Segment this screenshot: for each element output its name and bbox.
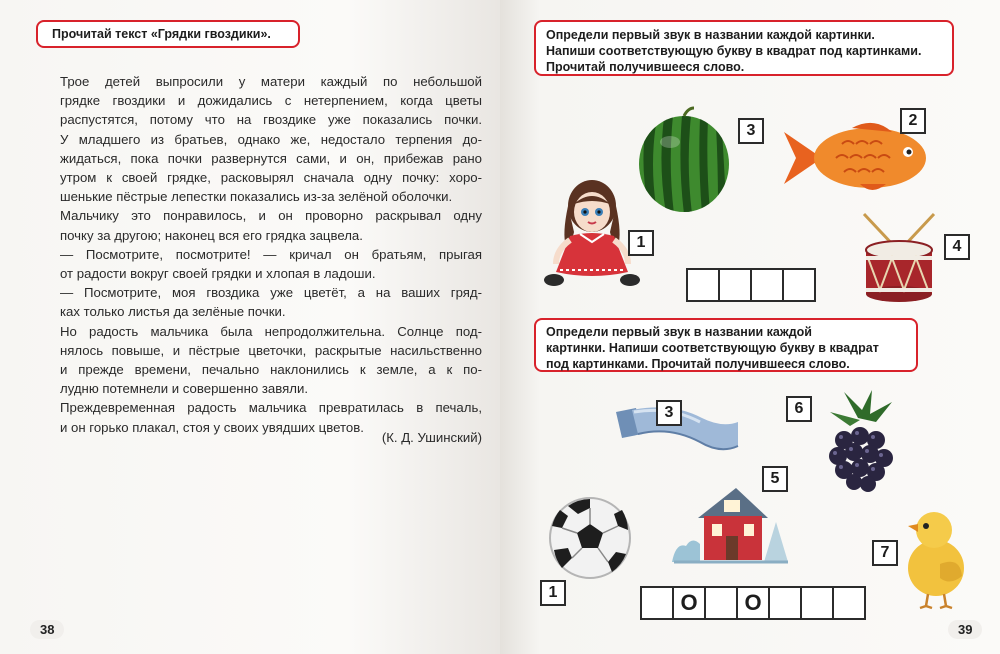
page-number-left: 38 (30, 620, 64, 639)
instruction-box-read (36, 20, 300, 48)
page-number-right: 39 (948, 620, 982, 639)
answer-cell[interactable] (834, 588, 864, 618)
story-line: и прежде времени, печально наклонились к земле, а к по- (60, 362, 482, 378)
answer-cells-task2 (640, 586, 866, 620)
story-line: — Посмотрите, моя гвоздика уже цветёт, а на ваших гряд- (60, 285, 482, 301)
picture-number: 3 (656, 400, 682, 426)
answer-cells-task1 (686, 268, 816, 302)
task1-line: Определи первый звук в названии каждой картинки. (546, 28, 875, 42)
story-line: лудню потемнели и совершенно завяли. (60, 381, 308, 397)
picture-number: 7 (872, 540, 898, 566)
house-icon (664, 484, 794, 564)
soccer-ball-icon (548, 496, 632, 580)
answer-cell[interactable] (784, 270, 814, 300)
answer-cell[interactable]: О (674, 588, 706, 618)
story-text (60, 72, 482, 437)
task1-line: Прочитай получившееся слово. (546, 60, 745, 74)
answer-cell[interactable]: О (738, 588, 770, 618)
story-line: ках только листья да зелёные почки. (60, 304, 286, 320)
answer-cell[interactable] (770, 588, 802, 618)
answer-cell[interactable] (720, 270, 752, 300)
task2-line: Определи первый звук в названии каждой (546, 325, 812, 339)
picture-number: 2 (900, 108, 926, 134)
instruction-box-task2 (534, 318, 918, 372)
watermelon-icon (636, 106, 732, 214)
instruction-box-task1 (534, 20, 954, 76)
story-line: утром к своей грядке, расковырял сначала одну почку: хоро- (60, 170, 482, 186)
story-line: Преждевременная радость мальчика превратилась в печаль, (60, 400, 482, 416)
task2-line: под картинками. Прочитай получившееся слово. (546, 357, 850, 371)
story-line: Трое детей выпросили у матери каждый по небольшой (60, 74, 482, 89)
story-line: — Посмотрите, посмотрите! — кричал он братьям, прыгая (60, 246, 482, 262)
story-line: грядке гвоздики и дожидались с нетерпением, когда цветы (60, 93, 482, 109)
answer-cell[interactable] (752, 270, 784, 300)
story-author: (К. Д. Ушинский) (381, 430, 482, 445)
answer-cell[interactable] (642, 588, 674, 618)
picture-number: 3 (738, 118, 764, 144)
story-line: от радости вокруг своей грядки и хлопая в ладоши. (60, 266, 376, 282)
story-line: нялось повыше, и пёстрые цветочки, раскрытые насильственно (60, 342, 482, 358)
story-line: Но радость мальчика была непродолжительна. Солнце под- (60, 323, 482, 339)
story-line: Мальчику это понравилось, и он проворно раскрывал одну (60, 208, 482, 224)
story-line: шенькие пёстрые лепестки показались из-за зелёной оболочки. (60, 189, 453, 205)
picture-number: 1 (628, 230, 654, 256)
story-line: распустятся, потому что на гвоздике уже показались почки. (60, 112, 482, 128)
answer-cell[interactable] (688, 270, 720, 300)
story-line: У младшего из братьев, однако же, недостало терпения до- (60, 131, 482, 147)
task2-line: картинки. Напиши соответствующую букву в квадрат (546, 341, 879, 355)
instruction-read: Прочитай текст «Грядки гвоздики». (52, 27, 271, 41)
blackberry-icon (810, 388, 910, 500)
picture-number: 4 (944, 234, 970, 260)
answer-cell[interactable] (802, 588, 834, 618)
right-page (500, 0, 1000, 654)
picture-number: 6 (786, 396, 812, 422)
story-line: и он горько плакал, стоя у своих увядших цветов. (60, 419, 364, 435)
story-line: жидаться, пока почки развернутся сами, и он, прибежав рано (60, 150, 482, 166)
story-line: почку за другою; наконец вся его грядка зацвела. (60, 227, 363, 243)
chick-icon (900, 506, 972, 610)
drum-icon (858, 212, 940, 302)
answer-cell[interactable] (706, 588, 738, 618)
picture-number: 5 (762, 466, 788, 492)
picture-number: 1 (540, 580, 566, 606)
task1-line: Напиши соответствующую букву в квадрат под картинками. (546, 44, 922, 58)
